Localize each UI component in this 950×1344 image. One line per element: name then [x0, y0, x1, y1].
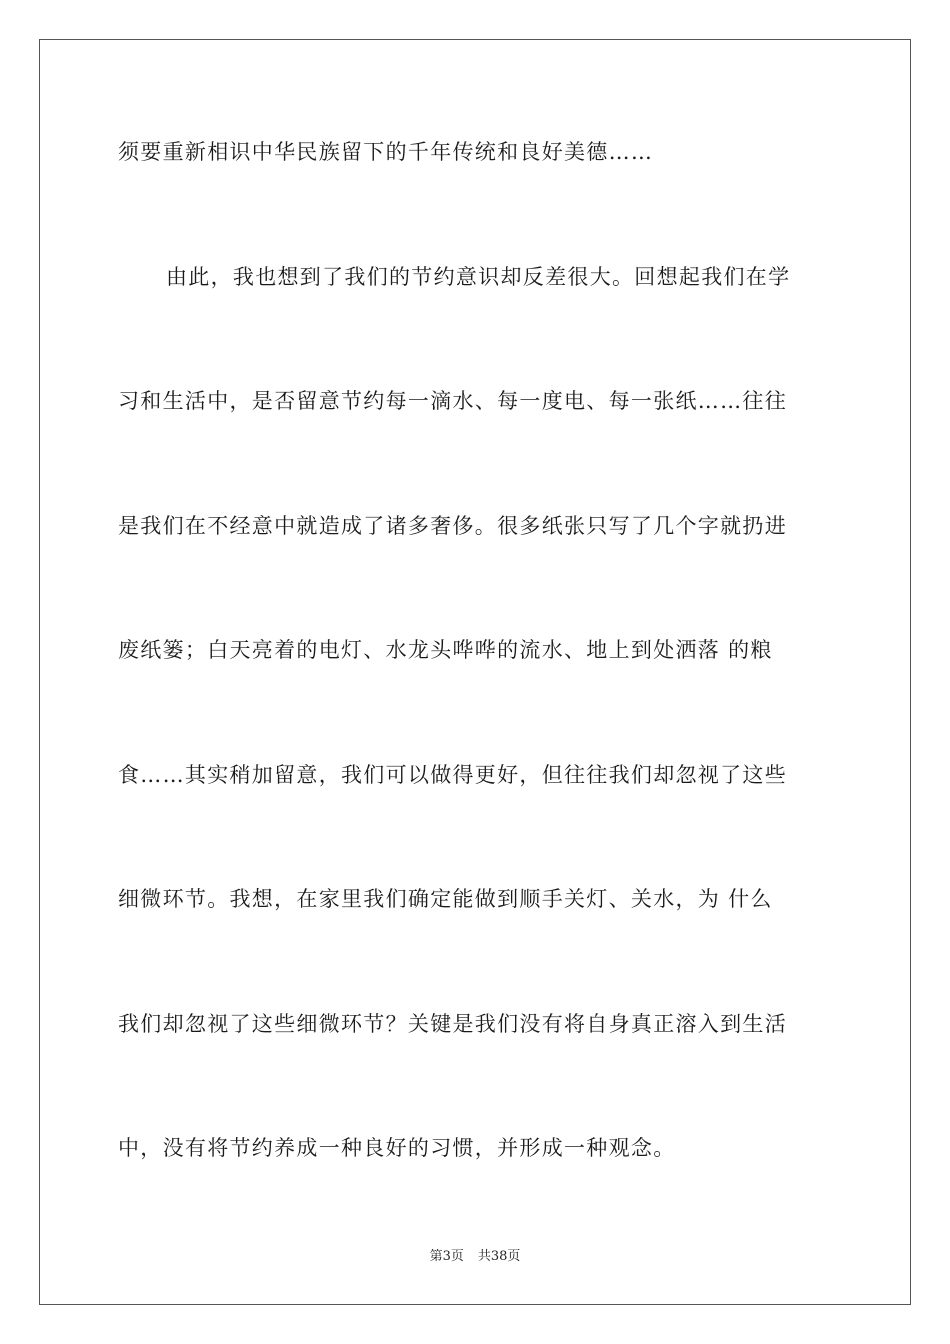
body-line: 是我们在不经意中就造成了诸多奢侈。很多纸张只写了几个字就扔进 — [118, 514, 787, 538]
body-line: 废纸篓；白天亮着的电灯、水龙头哗哗的流水、地上到处洒落 的粮 — [118, 638, 773, 662]
body-line: 须要重新相识中华民族留下的千年传统和良好美德…… — [118, 140, 654, 164]
body-line: 中，没有将节约养成一种良好的习惯，并形成一种观念。 — [118, 1136, 676, 1160]
page-border — [39, 39, 911, 1305]
page-footer — [0, 1248, 950, 1266]
total-pages: 共38页 — [477, 1249, 521, 1264]
body-line: 我们却忽视了这些细微环节？关键是我们没有将自身真正溶入到生活 — [118, 1012, 787, 1036]
page-number: 第3页 — [429, 1249, 464, 1264]
body-line: 细微环节。我想，在家里我们确定能做到顺手关灯、关水，为 什么 — [118, 887, 773, 911]
body-line: 习和生活中，是否留意节约每一滴水、每一度电、每一张纸……往往 — [118, 389, 787, 413]
paragraph-first-line: 由此，我也想到了我们的节约意识却反差很大。回想起我们在学 — [166, 265, 791, 289]
body-line: 食……其实稍加留意，我们可以做得更好，但往往我们却忽视了这些 — [118, 763, 787, 787]
